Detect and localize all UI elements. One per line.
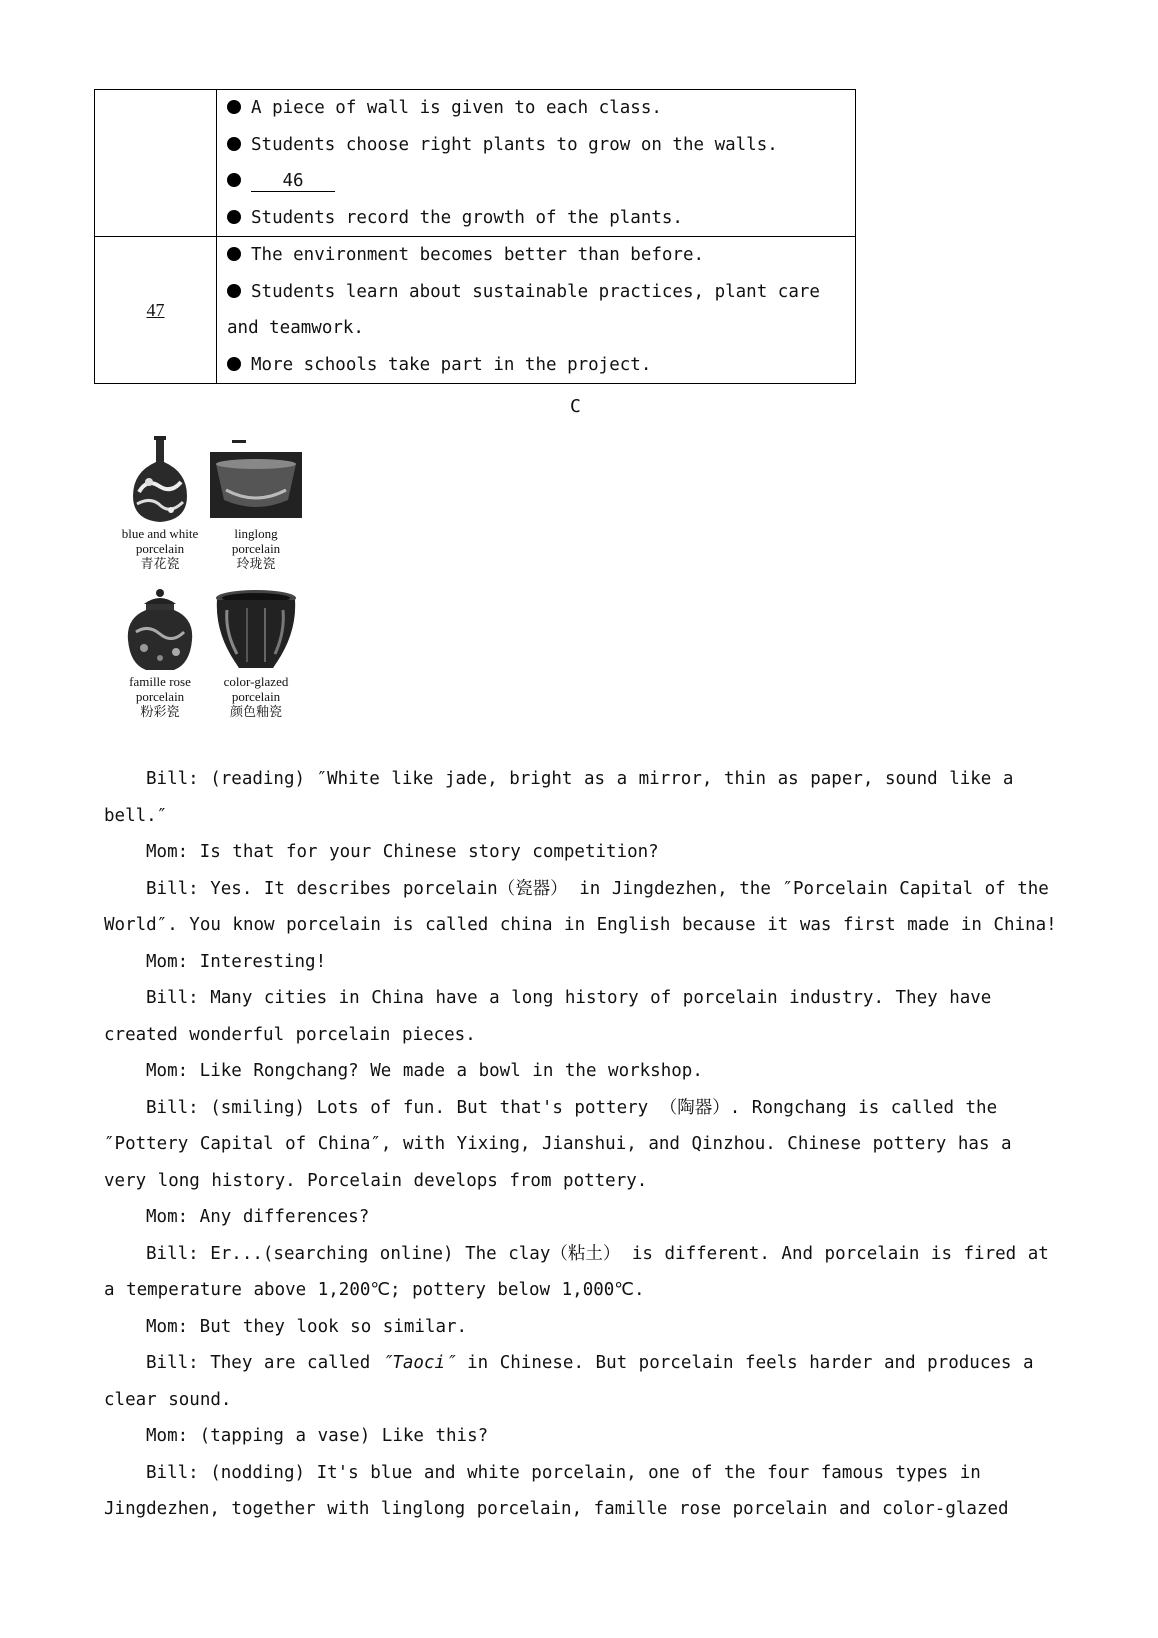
lidded-jar-icon	[122, 588, 198, 672]
glazed-jar-icon	[213, 588, 299, 672]
porcelain-item	[108, 434, 212, 571]
bullet-text: A piece of wall is given to each class.	[251, 98, 662, 118]
porcelain-figure	[108, 434, 316, 746]
bullet-text: Students choose right plants to grow on the walls.	[251, 134, 778, 155]
porcelain-item	[204, 588, 308, 719]
bullet-item	[227, 347, 849, 384]
row-content	[217, 90, 856, 237]
bullet-text: and teamwork.	[227, 318, 364, 338]
caption-line: porcelain	[135, 689, 185, 704]
porcelain-item	[204, 434, 308, 571]
porcelain-caption	[108, 674, 212, 719]
dialogue-line	[104, 1345, 1064, 1418]
dialogue-line: Bill: Er...(searching online) The clay（粘土） is different. And porcelain is fired at a temperature above 1,200℃; pottery below 1,000℃.	[104, 1243, 1049, 1300]
dialogue-text	[104, 761, 1064, 1528]
caption-line: porcelain	[231, 541, 281, 556]
bullet-dot-icon	[227, 284, 241, 298]
caption-line: blue and white	[121, 526, 199, 541]
caption-line: famille rose	[129, 674, 191, 689]
bullet-item	[227, 274, 849, 311]
dialogue-line: Bill: (reading) ″White like jade, bright as a mirror, thin as paper, sound like a bell.″	[104, 769, 1014, 826]
porcelain-caption	[108, 526, 212, 571]
dialogue-line: Mom: (tapping a vase) Like this?	[146, 1426, 489, 1446]
bullet-dot-icon	[227, 247, 241, 261]
bullet-item	[227, 163, 849, 200]
bullet-item	[227, 127, 849, 164]
dialogue-text-part: Bill: They are called	[146, 1353, 382, 1373]
row-label	[95, 237, 217, 384]
table-row	[95, 90, 856, 237]
bowl-icon	[206, 434, 306, 524]
project-table	[94, 89, 856, 384]
bullet-dot-icon	[227, 137, 241, 151]
dialogue-line: Mom: Like Rongchang? We made a bowl in the workshop.	[146, 1061, 703, 1081]
dialogue-line: Mom: Interesting!	[146, 951, 327, 972]
dialogue-line: Bill: (smiling) Lots of fun. But that's pottery （陶器）. Rongchang is called the ″Pottery Capital of China″, with Yixing, Jianshui, and Qinzhou. Chinese pottery has a very long history. Porcelain develops from pottery.	[104, 1097, 1012, 1191]
answer-blank-46: 46	[251, 171, 335, 192]
dialogue-line: Bill: (nodding) It's blue and white porcelain, one of the four famous types in Jingdezhen, together with linglong porcelain, famille rose porcelain and color-glazed	[104, 1462, 1009, 1519]
bullet-item	[227, 90, 849, 127]
porcelain-item	[108, 588, 212, 719]
bullet-dot-icon	[227, 357, 241, 371]
vase-icon	[125, 434, 195, 524]
dialogue-line: Mom: But they look so similar.	[146, 1316, 468, 1337]
caption-line: linglong	[234, 526, 278, 541]
dialogue-text-part: in Chinese. But porcelain feels harder and produces a clear sound.	[104, 1353, 1034, 1410]
bullet-text: More schools take part in the project.	[251, 354, 652, 375]
caption-chinese: 玲珑瓷	[236, 556, 276, 571]
bullet-dot-icon	[227, 210, 241, 224]
row-label-empty	[95, 90, 217, 237]
dialogue-line: Mom: Any differences?	[146, 1207, 370, 1227]
bullet-item	[227, 200, 849, 237]
dialogue-line: Mom: Is that for your Chinese story competition?	[146, 842, 659, 862]
porcelain-caption	[204, 526, 308, 571]
caption-line: porcelain	[135, 541, 185, 556]
row-content	[217, 237, 856, 384]
caption-line: color-glazed	[223, 674, 289, 689]
caption-line: porcelain	[231, 689, 281, 704]
porcelain-caption	[204, 674, 308, 719]
caption-chinese: 粉彩瓷	[140, 704, 180, 719]
bullet-text: Students record the growth of the plants.	[251, 207, 683, 228]
caption-chinese: 颜色釉瓷	[229, 704, 282, 719]
dialogue-italic-term: ″Taoci″	[381, 1353, 456, 1373]
bullet-text: The environment becomes better than before.	[251, 245, 705, 265]
bullet-dot-icon	[227, 100, 241, 114]
bullet-item	[227, 237, 849, 274]
caption-chinese: 青花瓷	[140, 556, 180, 571]
section-heading: C	[570, 396, 581, 417]
bullet-continuation	[227, 310, 849, 347]
bullet-text: Students learn about sustainable practices, plant care	[251, 281, 820, 302]
dialogue-line: Bill: Yes. It describes porcelain（瓷器） in Jingdezhen, the ″Porcelain Capital of the World″. You know porcelain is called china in English because it was first made in China!	[104, 878, 1057, 935]
dialogue-line: Bill: Many cities in China have a long history of porcelain industry. They have created wonderful porcelain pieces.	[104, 988, 992, 1045]
bullet-dot-icon	[227, 173, 241, 187]
table-row	[95, 237, 856, 384]
answer-blank-47: 47	[146, 299, 165, 320]
